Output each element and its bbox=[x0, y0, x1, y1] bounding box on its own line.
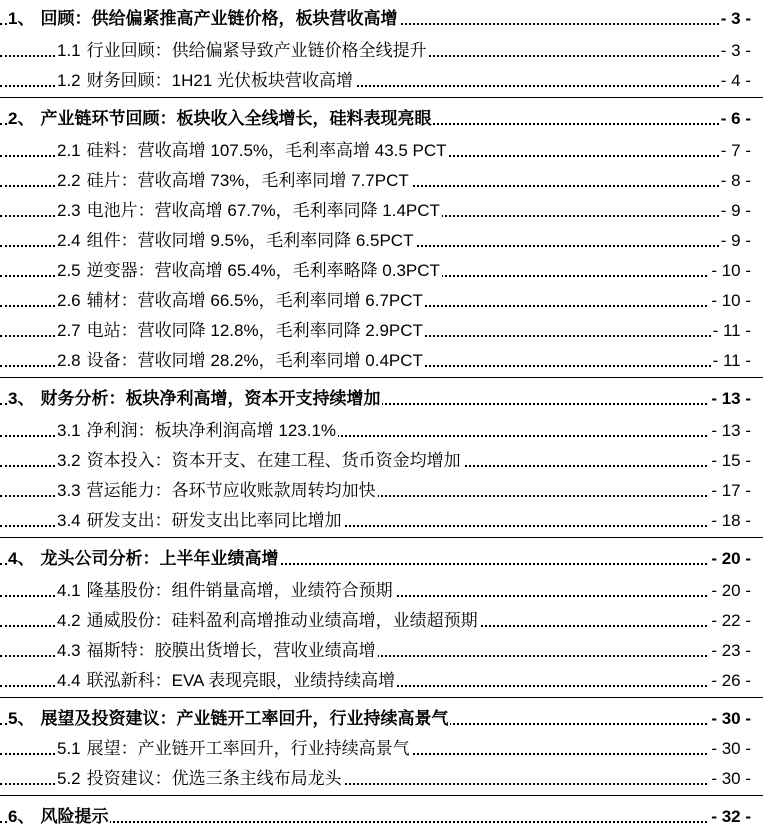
toc-entry-label bbox=[57, 316, 425, 346]
toc-subsection-entry[interactable] bbox=[0, 316, 771, 346]
toc-entry-title: 辅材：营收高增 66.5%，毛利率同增 6.7PCT bbox=[86, 291, 423, 310]
toc-entry-number: 3.4 bbox=[57, 511, 81, 530]
toc-entry-title: 龙头公司分析：上半年业绩高增 bbox=[40, 549, 279, 568]
section-divider bbox=[0, 697, 763, 698]
toc-entry-number: 5.2 bbox=[57, 769, 81, 788]
toc-entry-title: 逆变器：营收高增 65.4%，毛利率略降 0.3PCT bbox=[86, 261, 440, 280]
toc-entry-label bbox=[57, 196, 442, 226]
toc-subsection-entry[interactable] bbox=[0, 416, 771, 446]
toc-entry-title: 回顾：供给偏紧推高产业链价格，板块营收高增 bbox=[40, 9, 398, 28]
toc-entry-number: 6、 bbox=[8, 807, 35, 826]
toc-entry-label bbox=[57, 286, 425, 316]
toc-entry-number: 4.4 bbox=[57, 671, 81, 690]
toc-entry-label bbox=[57, 446, 463, 476]
toc-subsection-entry[interactable] bbox=[0, 346, 771, 376]
toc-entry-number: 2.5 bbox=[57, 261, 81, 280]
toc-entry-label bbox=[8, 4, 399, 34]
toc-subsection-entry[interactable] bbox=[0, 636, 771, 666]
toc-entry-number: 2、 bbox=[8, 109, 35, 128]
section-divider bbox=[0, 377, 763, 378]
toc-entry-number: 1、 bbox=[8, 9, 35, 28]
toc-page-number: - 20 - bbox=[709, 576, 751, 606]
toc-subsection-entry[interactable] bbox=[0, 66, 771, 96]
toc-section-entry[interactable] bbox=[0, 802, 771, 832]
section-divider bbox=[0, 537, 763, 538]
toc-entry-label bbox=[57, 606, 480, 636]
toc-entry-label bbox=[8, 544, 280, 574]
toc-entry-title: 隆基股份：组件销量高增，业绩符合预期 bbox=[86, 581, 393, 600]
toc-subsection-entry[interactable] bbox=[0, 136, 771, 166]
toc-entry-label bbox=[8, 384, 382, 414]
toc-entry-label bbox=[57, 734, 412, 764]
toc-subsection-entry[interactable] bbox=[0, 476, 771, 506]
toc-section-entry[interactable] bbox=[0, 384, 771, 414]
toc-entry-number: 2.8 bbox=[57, 351, 81, 370]
toc-page-number: - 17 - bbox=[709, 476, 751, 506]
toc-entry-label bbox=[57, 666, 397, 696]
toc-entry-title: 电池片：营收高增 67.7%，毛利率同降 1.4PCT bbox=[86, 201, 440, 220]
toc-subsection-entry[interactable] bbox=[0, 666, 771, 696]
toc-entry-title: 联泓新科：EVA 表现亮眼，业绩持续高增 bbox=[86, 671, 396, 690]
toc-section-entry[interactable] bbox=[0, 4, 771, 34]
toc-subsection-entry[interactable] bbox=[0, 226, 771, 256]
toc-page-number: - 32 - bbox=[709, 802, 751, 832]
toc-entry-label bbox=[57, 416, 338, 446]
toc-page-number: - 30 - bbox=[709, 734, 751, 764]
toc-subsection-entry[interactable] bbox=[0, 196, 771, 226]
toc-entry-title: 福斯特：胶膜出货增长，营收业绩高增 bbox=[86, 641, 376, 660]
section-divider bbox=[0, 97, 763, 98]
toc-entry-label bbox=[57, 476, 378, 506]
toc-entry-number: 3.1 bbox=[57, 421, 81, 440]
toc-entry-number: 5、 bbox=[8, 709, 35, 728]
toc-entry-number: 4.3 bbox=[57, 641, 81, 660]
toc-section-entry[interactable] bbox=[0, 104, 771, 134]
toc-subsection-entry[interactable] bbox=[0, 36, 771, 66]
toc-entry-title: 硅料：营收高增 107.5%，毛利率高增 43.5 PCT bbox=[86, 141, 447, 160]
toc-entry-label bbox=[57, 506, 344, 536]
toc-entry-label bbox=[8, 802, 110, 832]
toc-page-number: - 30 - bbox=[709, 764, 751, 794]
toc-entry-label bbox=[57, 66, 355, 96]
toc-entry-label bbox=[57, 764, 344, 794]
toc-subsection-entry[interactable] bbox=[0, 446, 771, 476]
toc-page-number: - 18 - bbox=[709, 506, 751, 536]
toc-entry-number: 3.2 bbox=[57, 451, 81, 470]
toc-page-number: - 10 - bbox=[709, 286, 751, 316]
toc-entry-label bbox=[8, 104, 433, 134]
toc-entry-title: 展望及投资建议：产业链开工率回升，行业持续高景气 bbox=[40, 709, 449, 728]
toc-subsection-entry[interactable] bbox=[0, 576, 771, 606]
toc-entry-number: 1.1 bbox=[57, 41, 81, 60]
toc-subsection-entry[interactable] bbox=[0, 256, 771, 286]
toc-page-number: - 9 - bbox=[719, 196, 751, 226]
toc-page-number: - 20 - bbox=[709, 544, 751, 574]
toc-entry-number: 2.2 bbox=[57, 171, 81, 190]
toc-entry-title: 研发支出：研发支出比率同比增加 bbox=[86, 511, 342, 530]
toc-subsection-entry[interactable] bbox=[0, 506, 771, 536]
toc-entry-title: 资本投入：资本开支、在建工程、货币资金均增加 bbox=[86, 451, 461, 470]
toc-entry-title: 行业回顾：供给偏紧导致产业链价格全线提升 bbox=[86, 41, 427, 60]
toc-entry-title: 投资建议：优选三条主线布局龙头 bbox=[86, 769, 342, 788]
dot-leader bbox=[0, 821, 751, 823]
toc-entry-label bbox=[57, 36, 429, 66]
toc-section-entry[interactable] bbox=[0, 544, 771, 574]
toc-entry-title: 设备：营收同增 28.2%，毛利率同增 0.4PCT bbox=[86, 351, 423, 370]
toc-page-number: - 15 - bbox=[709, 446, 751, 476]
toc-page-number: - 4 - bbox=[719, 66, 751, 96]
toc-entry-number: 3、 bbox=[8, 389, 35, 408]
toc-page-number: - 30 - bbox=[709, 704, 751, 734]
toc-entry-label bbox=[57, 576, 395, 606]
toc-subsection-entry[interactable] bbox=[0, 764, 771, 794]
toc-entry-number: 2.3 bbox=[57, 201, 81, 220]
toc-entry-title: 硅片：营收高增 73%，毛利率同增 7.7PCT bbox=[86, 171, 409, 190]
toc-page-number: - 9 - bbox=[719, 226, 751, 256]
toc-entry-title: 电站：营收同降 12.8%，毛利率同降 2.9PCT bbox=[86, 321, 423, 340]
toc-page-number: - 11 - bbox=[711, 316, 751, 346]
toc-entry-title: 风险提示 bbox=[40, 807, 109, 826]
toc-page-number: - 7 - bbox=[719, 136, 751, 166]
section-divider bbox=[0, 795, 763, 796]
toc-page-number: - 10 - bbox=[709, 256, 751, 286]
toc-entry-number: 5.1 bbox=[57, 739, 81, 758]
toc-entry-number: 2.4 bbox=[57, 231, 81, 250]
toc-page-number: - 23 - bbox=[709, 636, 751, 666]
toc-page-number: - 3 - bbox=[719, 4, 751, 34]
toc-entry-label bbox=[57, 166, 411, 196]
toc-entry-label bbox=[57, 226, 415, 256]
toc-page-number: - 3 - bbox=[719, 36, 751, 66]
toc-entry-label bbox=[8, 704, 450, 734]
toc-page-number: - 13 - bbox=[709, 384, 751, 414]
toc-page-number: - 11 - bbox=[711, 346, 751, 376]
toc-entry-number: 2.6 bbox=[57, 291, 81, 310]
toc-page-number: - 26 - bbox=[709, 666, 751, 696]
toc-entry-title: 组件：营收同增 9.5%，毛利率同降 6.5PCT bbox=[86, 231, 414, 250]
toc-page-number: - 8 - bbox=[719, 166, 751, 196]
toc-page-number: - 13 - bbox=[709, 416, 751, 446]
toc-entry-label bbox=[57, 636, 378, 666]
toc-entry-label bbox=[57, 136, 449, 166]
toc-entry-number: 4、 bbox=[8, 549, 35, 568]
toc-entry-title: 通威股份：硅料盈利高增推动业绩高增，业绩超预期 bbox=[86, 611, 478, 630]
toc-entry-title: 财务回顾：1H21 光伏板块营收高增 bbox=[86, 71, 354, 90]
toc-entry-number: 1.2 bbox=[57, 71, 81, 90]
toc-entry-label bbox=[57, 256, 442, 286]
toc-entry-label bbox=[57, 346, 425, 376]
toc-entry-number: 2.7 bbox=[57, 321, 81, 340]
toc-entry-title: 产业链环节回顾：板块收入全线增长，硅料表现亮眼 bbox=[40, 109, 432, 128]
toc-entry-title: 财务分析：板块净利高增，资本开支持续增加 bbox=[40, 389, 381, 408]
toc-page-number: - 6 - bbox=[719, 104, 751, 134]
toc-entry-number: 2.1 bbox=[57, 141, 81, 160]
toc-entry-number: 4.1 bbox=[57, 581, 81, 600]
toc-subsection-entry[interactable] bbox=[0, 286, 771, 316]
toc-entry-title: 展望：产业链开工率回升，行业持续高景气 bbox=[86, 739, 410, 758]
toc-entry-title: 净利润：板块净利润高增 123.1% bbox=[86, 421, 337, 440]
toc-section-entry[interactable] bbox=[0, 704, 771, 734]
toc-subsection-entry[interactable] bbox=[0, 166, 771, 196]
toc-entry-title: 营运能力：各环节应收账款周转均加快 bbox=[86, 481, 376, 500]
toc-subsection-entry[interactable] bbox=[0, 734, 771, 764]
toc-entry-number: 3.3 bbox=[57, 481, 81, 500]
toc-page-number: - 22 - bbox=[709, 606, 751, 636]
toc-entry-number: 4.2 bbox=[57, 611, 81, 630]
toc-subsection-entry[interactable] bbox=[0, 606, 771, 636]
